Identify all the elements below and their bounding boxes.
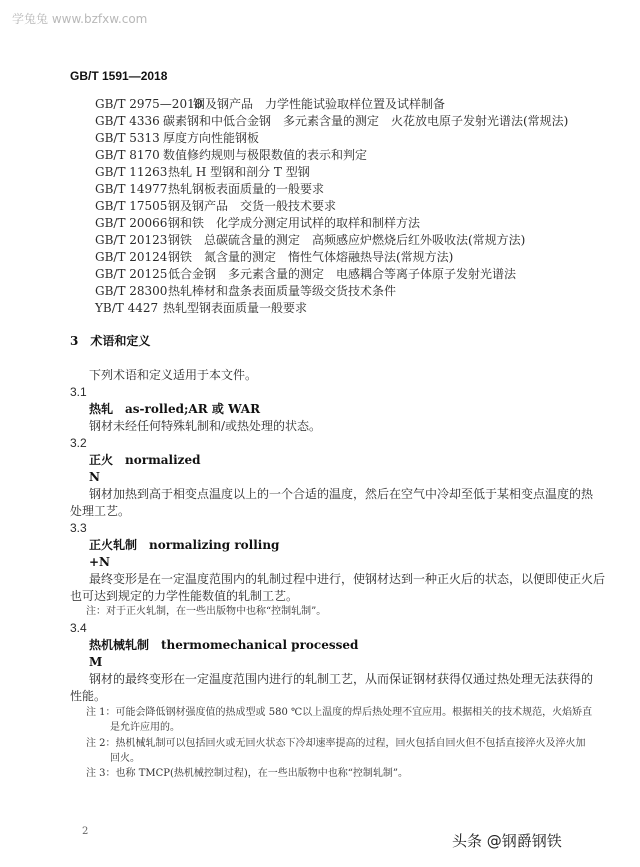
reference-title: 热轧型钢表面质量一般要求 bbox=[163, 301, 308, 315]
term-name bbox=[89, 538, 279, 552]
term-symbol: M bbox=[89, 655, 103, 669]
reference-title: 钢及钢产品 力学性能试验取样位置及试样制备 bbox=[193, 97, 446, 111]
reference-item bbox=[95, 216, 420, 230]
reference-item bbox=[95, 97, 445, 111]
term-zh: 热轧 bbox=[89, 402, 114, 416]
reference-title: 钢铁 总碳硫含量的测定 高频感应炉燃烧后红外吸收法(常规方法) bbox=[168, 233, 526, 247]
term-name bbox=[89, 453, 201, 467]
term-name bbox=[89, 402, 260, 416]
reference-code: GB/T 20124 bbox=[95, 250, 168, 264]
page-number: 2 bbox=[82, 826, 89, 837]
term-symbol: +N bbox=[89, 555, 111, 569]
term-note-1-cont: 是允许应用的。 bbox=[110, 722, 180, 733]
reference-item bbox=[95, 148, 367, 162]
reference-title: 热轧棒材和盘条表面质量等级交货技术条件 bbox=[168, 284, 397, 298]
term-number: 3.1 bbox=[70, 385, 87, 399]
reference-item bbox=[95, 250, 453, 264]
term-number: 3.2 bbox=[70, 436, 87, 450]
reference-title: 热轧 H 型钢和剖分 T 型钢 bbox=[168, 165, 310, 179]
source-watermark: 头条 @钢爵钢铁 bbox=[452, 832, 562, 850]
term-number: 3.3 bbox=[70, 521, 87, 535]
term-en: normalized bbox=[125, 453, 201, 467]
reference-code: GB/T 20125 bbox=[95, 267, 168, 281]
reference-title: 低合金钢 多元素含量的测定 电感耦合等离子体原子发射光谱法 bbox=[168, 267, 517, 281]
term-definition: 钢材加热到高于相变点温度以上的一个合适的温度，然后在空气中冷却至低于某相变点温度的热 bbox=[89, 487, 594, 501]
reference-code: GB/T 14977 bbox=[95, 182, 168, 196]
reference-item bbox=[95, 301, 307, 315]
reference-code: GB/T 28300 bbox=[95, 284, 168, 298]
reference-title: 钢及钢产品 交货一般技术要求 bbox=[168, 199, 337, 213]
reference-code: GB/T 20066 bbox=[95, 216, 168, 230]
term-number: 3.4 bbox=[70, 621, 87, 635]
term-en: as-rolled;AR 或 WAR bbox=[125, 402, 261, 416]
reference-title: 热轧钢板表面质量的一般要求 bbox=[168, 182, 325, 196]
reference-code: YB/T 4427 bbox=[95, 301, 159, 315]
reference-item bbox=[95, 165, 310, 179]
term-note: 注：对于正火轧制，在一些出版物中也称“控制轧制”。 bbox=[86, 606, 327, 617]
term-zh: 热机械轧制 bbox=[89, 638, 150, 652]
reference-code: GB/T 8170 bbox=[95, 148, 160, 162]
reference-code: GB/T 20123 bbox=[95, 233, 168, 247]
reference-code: GB/T 5313 bbox=[95, 131, 160, 145]
reference-title: 厚度方向性能钢板 bbox=[163, 131, 260, 145]
reference-item bbox=[95, 199, 336, 213]
term-definition-cont: 也可达到规定的力学性能数值的轧制工艺。 bbox=[70, 589, 299, 603]
term-note-1: 注 1：可能会降低钢材强度值的热成型或 580 ℃以上温度的焊后热处理不宜应用。根据相关的技术规范，火焰矫直 bbox=[86, 707, 593, 718]
section-number: 3 bbox=[70, 334, 79, 348]
term-definition-cont: 性能。 bbox=[70, 689, 107, 703]
reference-item bbox=[95, 114, 568, 128]
term-zh: 正火轧制 bbox=[89, 538, 138, 552]
term-symbol: N bbox=[89, 470, 100, 484]
reference-item bbox=[95, 284, 396, 298]
reference-code: GB/T 4336 bbox=[95, 114, 160, 128]
reference-item bbox=[95, 131, 259, 145]
term-note-2-cont: 回火。 bbox=[110, 753, 140, 764]
reference-title: 数值修约规则与极限数值的表示和判定 bbox=[163, 148, 368, 162]
term-definition: 钢材未经任何特殊轧制和/或热处理的状态。 bbox=[89, 419, 322, 433]
section-intro: 下列术语和定义适用于本文件。 bbox=[89, 368, 258, 382]
reference-title: 钢铁 氮含量的测定 惰性气体熔融热导法(常规方法) bbox=[168, 250, 454, 264]
reference-code: GB/T 11263 bbox=[95, 165, 168, 179]
site-watermark: 学兔兔 www.bzfxw.com bbox=[12, 12, 148, 26]
reference-code: GB/T 2975—2018 bbox=[95, 97, 203, 111]
reference-item bbox=[95, 182, 324, 196]
reference-item bbox=[95, 267, 516, 281]
section-heading bbox=[70, 334, 150, 348]
term-zh: 正火 bbox=[89, 453, 114, 467]
term-en: thermomechanical processed bbox=[161, 638, 359, 652]
term-name bbox=[89, 638, 358, 652]
document-header: GB/T 1591—2018 bbox=[70, 69, 168, 83]
reference-item bbox=[95, 233, 525, 247]
term-definition-cont: 处理工艺。 bbox=[70, 504, 131, 518]
term-note-2: 注 2：热机械轧制可以包括回火或无回火状态下冷却速率提高的过程，回火包括自回火但不包括直接淬火及淬火加 bbox=[86, 738, 586, 749]
reference-title: 碳素钢和中低合金钢 多元素含量的测定 火花放电原子发射光谱法(常规法) bbox=[163, 114, 569, 128]
section-title: 术语和定义 bbox=[90, 334, 151, 348]
reference-code: GB/T 17505 bbox=[95, 199, 168, 213]
term-note-3: 注 3：也称 TMCP(热机械控制过程)，在一些出版物中也称“控制轧制”。 bbox=[86, 768, 409, 779]
term-en: normalizing rolling bbox=[149, 538, 280, 552]
reference-title: 钢和铁 化学成分测定用试样的取样和制样方法 bbox=[168, 216, 421, 230]
term-definition: 最终变形是在一定温度范围内的轧制过程中进行，使钢材达到一种正火后的状态，以便即使正火后 bbox=[89, 572, 606, 586]
term-definition: 钢材的最终变形在一定温度范围内进行的轧制工艺，从而保证钢材获得仅通过热处理无法获得的 bbox=[89, 672, 594, 686]
